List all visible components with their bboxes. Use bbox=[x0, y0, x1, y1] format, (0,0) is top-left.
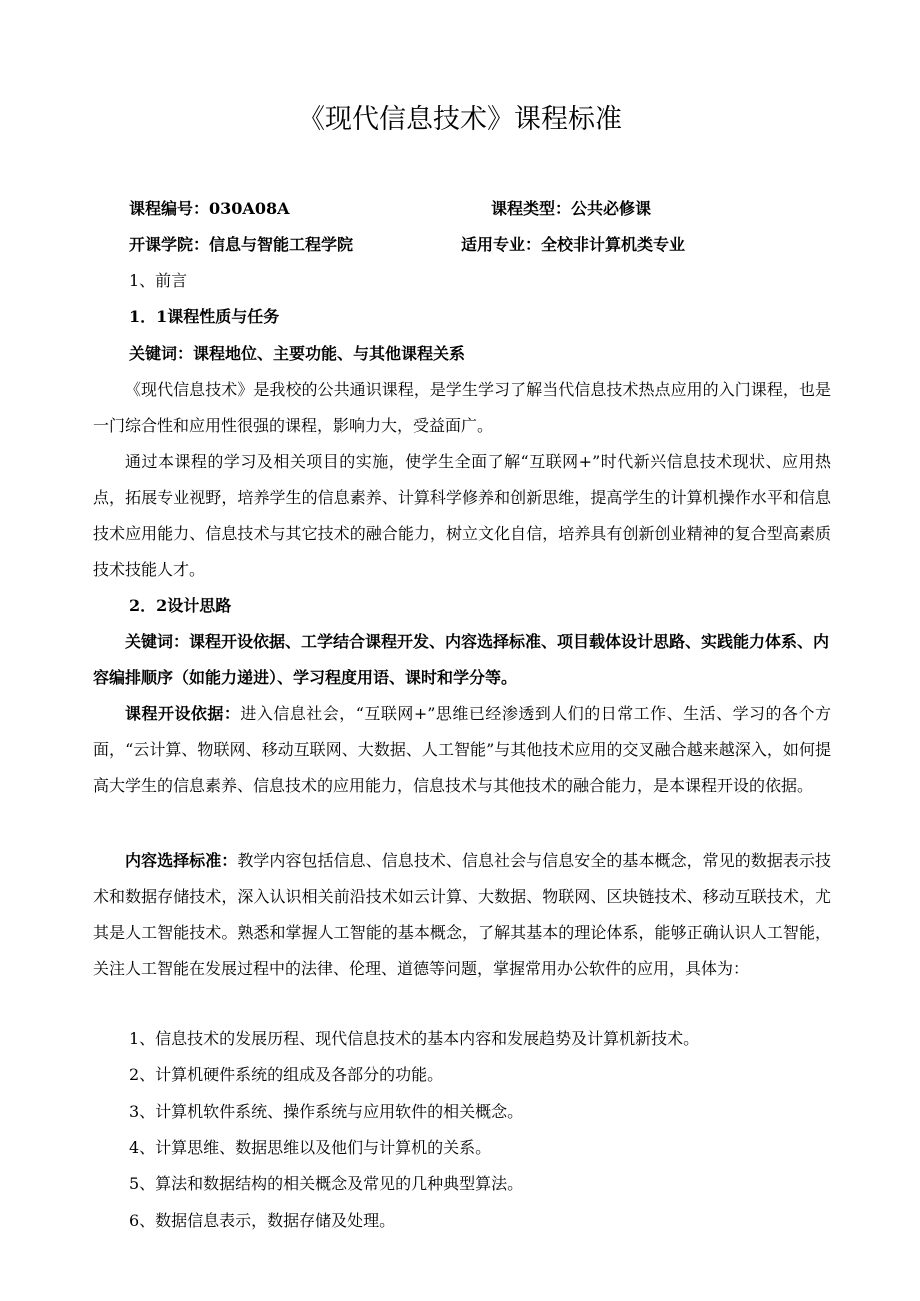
keywords-design: 关键词：课程开设依据、工学结合课程开发、内容选择标准、项目载体设计思路、实践能力体系、内容编排顺序（如能力递进）、学习程度用语、课时和学分等。 bbox=[93, 632, 830, 687]
offering-college-value: 信息与智能工程学院 bbox=[209, 235, 354, 254]
course-type bbox=[491, 197, 651, 221]
offering-college bbox=[129, 233, 353, 257]
list-item: 1、信息技术的发展历程、现代信息技术的基本内容和发展趋势及计算机新技术。 bbox=[129, 1029, 700, 1048]
keywords-nature: 关键词：课程地位、主要功能、与其他课程关系 bbox=[129, 344, 466, 363]
section-heading-preface: 1、前言 bbox=[129, 271, 188, 290]
list-item: 5、算法和数据结构的相关概念及常见的几种典型算法。 bbox=[129, 1174, 524, 1193]
course-type-label: 课程类型： bbox=[491, 199, 572, 218]
course-code-value: 030A08A bbox=[209, 199, 290, 218]
content-standard-text: 教学内容包括信息、信息技术、信息社会与信息安全的基本概念，常见的数据表示技术和数据存储技术，深入认识相关前沿技术如云计算、大数据、物联网、区块链技术、移动互联技术，尤其是人工智能技术。熟悉和掌握人工智能的基本概念，了解其基本的理论体系，能够正确认识人工智能，关注人工智能在发展过程中的法律、伦理、道德等问题，掌握常用办公软件的应用，具体为： bbox=[93, 851, 831, 978]
content-standard-lead: 内容选择标准： bbox=[125, 851, 238, 870]
course-code-label: 课程编号： bbox=[129, 199, 210, 218]
list-item: 2、计算机硬件系统的组成及各部分的功能。 bbox=[129, 1065, 444, 1084]
paragraph-course-intro: 《现代信息技术》是我校的公共通识课程，是学生学习了解当代信息技术热点应用的入门课程，也是一门综合性和应用性很强的课程，影响力大，受益面广。 bbox=[93, 380, 831, 435]
section-heading-design: 2．2设计思路 bbox=[129, 596, 232, 615]
applicable-major-value: 全校非计算机类专业 bbox=[541, 235, 686, 254]
document-title: 《现代信息技术》课程标准 bbox=[298, 104, 622, 135]
list-item: 6、数据信息表示，数据存储及处理。 bbox=[129, 1211, 396, 1230]
course-code bbox=[129, 197, 290, 221]
course-basis-text: 进入信息社会，“互联网+”思维已经渗透到人们的日常工作、生活、学习的各个方面，“云计算、物联网、移动互联网、大数据、人工智能”与其他技术应用的交叉融合越来越深入，如何提高大学生的信息素养、信息技术的应用能力，信息技术与其他技术的融合能力，是本课程开设的依据。 bbox=[93, 704, 831, 795]
paragraph-course-goals: 通过本课程的学习及相关项目的实施，使学生全面了解“互联网+”时代新兴信息技术现状、应用热点，拓展专业视野，培养学生的信息素养、计算科学修养和创新思维，提高学生的计算机操作水平和信息技术应用能力、信息技术与其它技术的融合能力，树立文化自信，培养具有创新创业精神的复合型高素质技术技能人才。 bbox=[93, 452, 831, 579]
course-type-value: 公共必修课 bbox=[571, 199, 652, 218]
list-item: 4、计算思维、数据思维以及他们与计算机的关系。 bbox=[129, 1138, 492, 1157]
section-heading-nature: 1．1课程性质与任务 bbox=[129, 307, 280, 326]
paragraph-course-basis bbox=[93, 696, 831, 804]
applicable-major bbox=[461, 233, 685, 257]
list-item: 3、计算机软件系统、操作系统与应用软件的相关概念。 bbox=[129, 1102, 524, 1121]
applicable-major-label: 适用专业： bbox=[461, 235, 542, 254]
course-basis-lead: 课程开设依据： bbox=[125, 704, 241, 723]
offering-college-label: 开课学院： bbox=[129, 235, 210, 254]
paragraph-content-standard bbox=[93, 843, 831, 987]
